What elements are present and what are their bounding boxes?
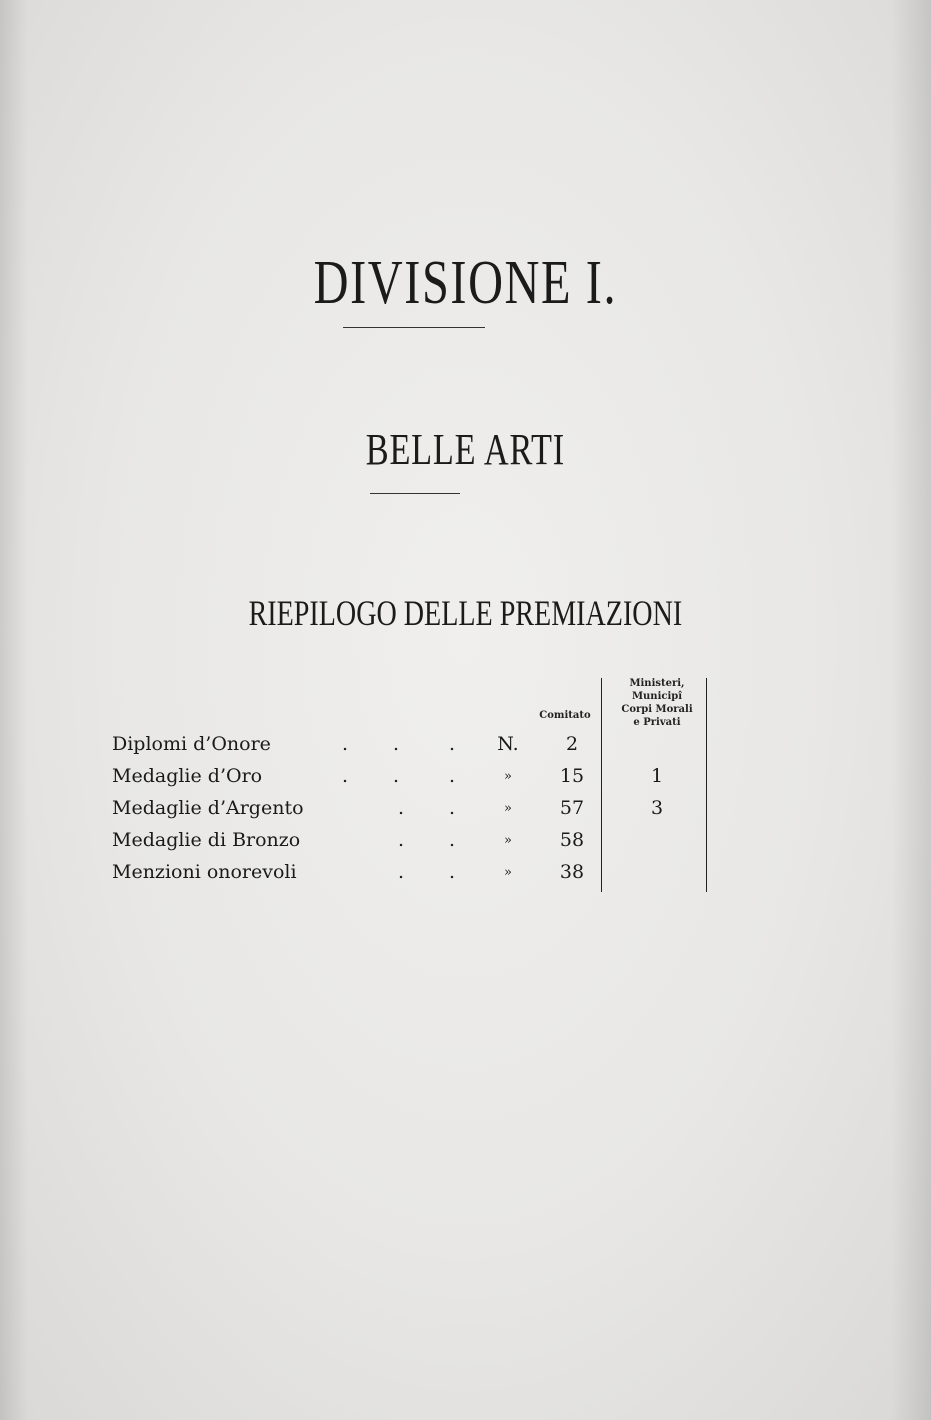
row-comitato-value: 57 [559,797,585,819]
row-prefix: » [504,865,512,880]
section-divider-rule [370,493,460,494]
row-label: Medaglie d’Argento [112,797,304,819]
table-row [0,797,931,829]
leader-dot: . [341,733,349,755]
row-prefix: » [504,769,512,784]
summary-heading: RIEPILOGO DELLE PREMIAZIONI [248,593,683,633]
row-prefix: » [504,833,512,848]
division-heading: DIVISIONE I. [313,249,618,317]
row-comitato-cell [530,765,600,787]
table-row [0,829,931,861]
row-label: Medaglie d’Oro [112,765,263,787]
table-row [0,861,931,893]
leader-dot: . [392,765,400,787]
row-prefix: » [504,801,512,816]
leader-dot: . [448,861,456,883]
leader-dot: . [448,829,456,851]
column-header-comitato: Comitato [539,710,591,721]
table-row [0,733,931,765]
row-comitato-cell [530,733,600,755]
table-row [0,765,931,797]
leader-dot: . [397,861,405,883]
row-label: Diplomi d’Onore [112,733,271,755]
leader-dot: . [397,797,405,819]
leader-dot: . [448,765,456,787]
section-heading: BELLE ARTI [365,425,566,474]
row-label: Menzioni onorevoli [112,861,297,883]
column-header-ministeri-line: Ministeri, [629,678,685,689]
row-comitato-cell [530,829,600,851]
row-comitato-value: 2 [565,733,579,755]
row-prefix: N. [497,733,519,755]
row-comitato-cell [530,797,600,819]
column-header-ministeri [610,677,704,729]
column-header-ministeri-line: e Privati [633,717,681,728]
row-comitato-value: 15 [559,765,585,787]
row-comitato-value: 38 [559,861,585,883]
heading-divider-rule [343,327,485,328]
leader-dot: . [448,733,456,755]
column-header-ministeri-line: Municipî [631,691,683,702]
row-ministeri-value: 3 [650,797,664,819]
row-comitato-cell [530,861,600,883]
leader-dot: . [448,797,456,819]
row-comitato-value: 58 [559,829,585,851]
leader-dot: . [392,733,400,755]
page-edge-shadow-left [0,0,28,1420]
row-label: Medaglie di Bronzo [112,829,301,851]
column-header-ministeri-line: Corpi Morali [621,704,693,715]
row-ministeri-value: 1 [650,765,664,787]
leader-dot: . [397,829,405,851]
page-edge-shadow-right [891,0,931,1420]
leader-dot: . [341,765,349,787]
